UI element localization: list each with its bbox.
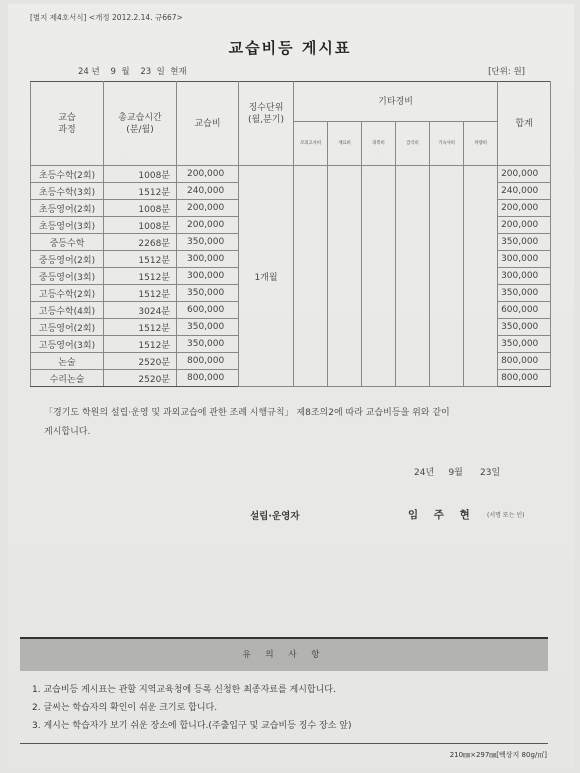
row-total: 350,000 <box>498 285 551 302</box>
legal-statement <box>44 404 544 442</box>
collection-unit: 1개월 <box>239 166 294 387</box>
tuition-fee: 350,000 <box>177 285 239 302</box>
paper-spec: 210㎜×297㎜[백상지 80g/㎡] <box>449 751 547 759</box>
total-hours: 1008분 <box>104 217 177 234</box>
mock-exam-cost-cell <box>294 166 328 387</box>
total-hours: 1512분 <box>104 285 177 302</box>
founder-label: 설립·운영자 <box>250 511 300 522</box>
bottom-rule <box>20 743 548 744</box>
total-hours: 1512분 <box>104 336 177 353</box>
tuition-fee: 800,000 <box>177 370 239 387</box>
tuition-fee: 200,000 <box>177 200 239 217</box>
tuition-fee: 300,000 <box>177 268 239 285</box>
course-name: 초등수학(3회) <box>31 183 104 200</box>
legal-statement-line-1: 「경기도 학원의 설립·운영 및 과외교습에 관한 조례 시행규칙」 제8조의2에 따라 교습비등을 위와 같이 <box>44 408 450 418</box>
unit-label: [단위: 원] <box>488 67 525 77</box>
row-total: 300,000 <box>498 251 551 268</box>
form-number-note: [별지 제4호서식] <개정 2012.2.14. 규667> <box>30 13 183 22</box>
meal-cost-cell <box>396 166 430 387</box>
tuition-fee: 350,000 <box>177 234 239 251</box>
total-hours: 3024분 <box>104 302 177 319</box>
total-hours: 1008분 <box>104 166 177 183</box>
course-name: 초등수학(2회) <box>31 166 104 183</box>
tuition-fee: 350,000 <box>177 319 239 336</box>
total-hours: 1008분 <box>104 200 177 217</box>
row-total: 300,000 <box>498 268 551 285</box>
total-hours: 1512분 <box>104 319 177 336</box>
header-vehicle-cost: 차량비 <box>464 122 498 166</box>
header-material-cost: 재료비 <box>328 122 362 166</box>
notice-item: 3. 게시는 학습자가 보기 쉬운 장소에 합니다.(주출입구 및 교습비등 징수 장소 앞) <box>32 721 352 731</box>
clothing-cost-cell <box>362 166 396 387</box>
signature-hint: (서명 또는 인) <box>487 512 525 519</box>
signature-date: 24년 9월 23일 <box>414 468 501 478</box>
tuition-fee: 800,000 <box>177 353 239 370</box>
header-meal-cost: 급식비 <box>396 122 430 166</box>
table-row <box>31 166 551 183</box>
header-course: 교습 과정 <box>31 82 104 166</box>
vehicle-cost-cell <box>464 166 498 387</box>
header-collection-unit: 징수단위 (월,분기) <box>239 82 294 166</box>
legal-statement-line-2: 게시합니다. <box>44 427 91 437</box>
total-hours: 1512분 <box>104 183 177 200</box>
course-name: 논술 <box>31 353 104 370</box>
course-name: 초등영어(3회) <box>31 217 104 234</box>
tuition-fee-table <box>30 81 551 387</box>
header-other-costs: 기타경비 <box>294 82 498 122</box>
row-total: 350,000 <box>498 234 551 251</box>
notice-list <box>32 681 351 735</box>
notice-item: 2. 글씨는 학습자의 확인이 쉬운 크기로 합니다. <box>32 703 218 713</box>
tuition-fee: 200,000 <box>177 166 239 183</box>
tuition-fee: 240,000 <box>177 183 239 200</box>
total-hours: 1512분 <box>104 268 177 285</box>
row-total: 600,000 <box>498 302 551 319</box>
course-name: 초등영어(2회) <box>31 200 104 217</box>
row-total: 200,000 <box>498 200 551 217</box>
tuition-fee: 350,000 <box>177 336 239 353</box>
tuition-fee: 300,000 <box>177 251 239 268</box>
header-dormitory-cost: 기숙사비 <box>430 122 464 166</box>
tuition-fee: 200,000 <box>177 217 239 234</box>
row-total: 350,000 <box>498 319 551 336</box>
founder-name: 임 주 현 <box>408 509 476 521</box>
course-name: 고등영어(3회) <box>31 336 104 353</box>
row-total: 350,000 <box>498 336 551 353</box>
row-total: 800,000 <box>498 353 551 370</box>
course-name: 중등수학 <box>31 234 104 251</box>
header-clothing-cost: 피복비 <box>362 122 396 166</box>
total-hours: 2520분 <box>104 353 177 370</box>
tuition-fee: 600,000 <box>177 302 239 319</box>
total-hours: 2268분 <box>104 234 177 251</box>
row-total: 200,000 <box>498 166 551 183</box>
course-name: 고등수학(2회) <box>31 285 104 302</box>
notice-item: 1. 교습비등 게시표는 관할 지역교육청에 등록 신청한 최종자료를 게시합니다. <box>32 685 336 695</box>
course-name: 중등영어(2회) <box>31 251 104 268</box>
course-name: 중등영어(3회) <box>31 268 104 285</box>
row-total: 800,000 <box>498 370 551 387</box>
course-name: 고등영어(2회) <box>31 319 104 336</box>
document-title: 교습비등 게시표 <box>228 39 352 57</box>
dormitory-cost-cell <box>430 166 464 387</box>
header-mock-exam-cost: 모의고사비 <box>294 122 328 166</box>
row-total: 200,000 <box>498 217 551 234</box>
total-hours: 1512분 <box>104 251 177 268</box>
header-total: 합계 <box>498 82 551 166</box>
row-total: 240,000 <box>498 183 551 200</box>
course-name: 수리논술 <box>31 370 104 387</box>
header-tuition: 교습비 <box>177 82 239 166</box>
total-hours: 2520분 <box>104 370 177 387</box>
course-name: 고등수학(4회) <box>31 302 104 319</box>
as-of-date: 24 년 9 월 23 일 현재 <box>78 67 187 77</box>
header-total-hours: 총교습시간 (분/월) <box>104 82 177 166</box>
notice-title: 유 의 사 항 <box>20 639 548 671</box>
material-cost-cell <box>328 166 362 387</box>
